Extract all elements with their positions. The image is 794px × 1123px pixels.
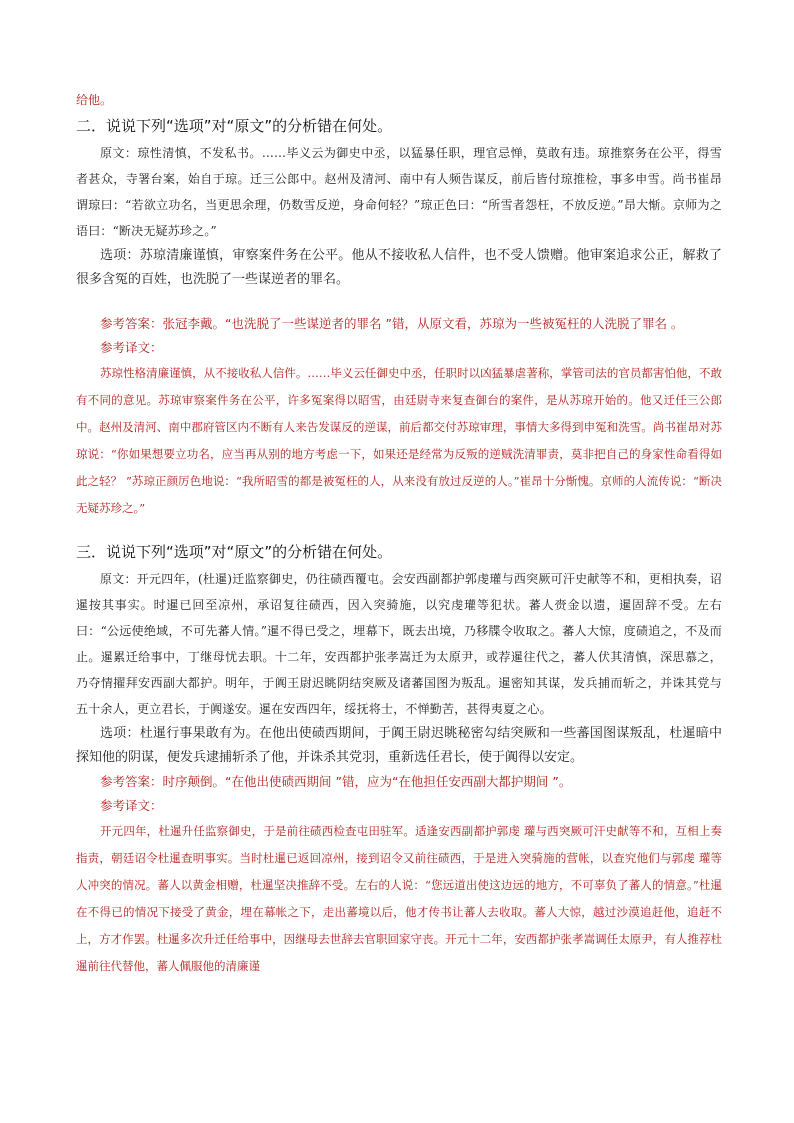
question-3-option: 选项：杜暹行事果敢有为。在他出使碛西期间，于阗王尉迟眺秘密勾结突厥和一些蕃国图谋叛乱，杜暹暗中探知他的阴谋，便发兵逮捕斩杀了他，并诛杀其党羽，重新选任君长，使于阗得以安定。 bbox=[76, 726, 722, 765]
question-3-translation: 开元四年，杜暹升任监察御史，于是前往碛西检查屯田驻军。适逢安西副都护郭虔 瓘与西突厥可汗史献等不和，互相上奏指责，朝廷诏令杜暹查明事实。当时杜暹已返回凉州，接到诏令又前往碛西，于是进入突骑施的营帐，以查究他们与郭虔 瓘等人冲突的情况。蕃人以黄金相赠，杜暹坚决推辞不受。左右的人说：“您远道出使这边远的地方，不可辜负了蕃人的情意。”杜暹在不得已的情况下接受了黄金，埋在幕帐之下，走出蕃境以后，他才传书让蕃人去收取。蕃人大惊，越过沙漠追赶他，追赶不上，方才作罢。杜暹多次升迁任给事中，因继母去世辞去官职回家守丧。开元十二年，安西都护张孝嵩调任太原尹，有人推荐杜暹前往代替他，蕃人佩服他的清廉谨 bbox=[76, 824, 722, 973]
answer-text: 时序颠倒。“在他出使碛西期间 ”错，应为“在他担任安西副大都护期间 ”。 bbox=[162, 774, 572, 789]
question-3 bbox=[76, 540, 722, 980]
continued-text: 给他。 bbox=[76, 93, 113, 107]
document-page bbox=[76, 90, 722, 980]
question-2-option: 选项：苏琼清廉谨慎，审察案件务在公平。他从不接收私人信件，也不受人馈赠。他审案追求公正，解救了很多含冤的百姓，也洗脱了一些谋逆者的罪名。 bbox=[76, 248, 722, 287]
question-3-translation-label: 参考译文： bbox=[100, 798, 163, 813]
question-2 bbox=[76, 114, 722, 522]
question-2-translation: 苏琼性格清廉谨慎，从不接收私人信件。……毕义云任御史中丞，任职时以凶猛暴虐著称，掌管司法的官员都害怕他，不敢有不同的意见。苏琼审察案件务在公平，许多冤案得以昭雪，由廷尉寺来复查御台的案件，是从苏琼开始的。他又迁任三公郎中。赵州及清河、南中郡府管区内不断有人来告发谋反的逆谋，前后都交付苏琼审理，事情大多得到申冤和洗雪。尚书崔昂对苏琼说：“你如果想要立功名，应当再从别的地方考虑一下，如果还是经常为反叛的逆贼洗清罪责，莫非把自己的身家性命看得如此之轻？ ”苏琼正颜厉色地说：“我所昭雪的都是被冤枉的人，从来没有放过反逆的人。”崔昂十分惭愧。京师的人流传说：“断决无疑苏珍之。” bbox=[76, 366, 722, 515]
question-3-answer bbox=[76, 770, 722, 794]
question-2-original: 原文：琼性清慎，不发私书。……毕义云为御史中丞，以猛暴任职，理官忌惮，莫敢有违。琼推察务在公平，得雪者甚众，寺署台案，始自于琼。迁三公郎中。赵州及清河、南中有人频告谋反，前后皆付琼推检，事多申雪。尚书崔昂谓琼曰：“若欲立功名，当更思余理，仍数雪反逆，身命何轻？”琼正色曰：“所雪者怨枉，不放反逆。”昂大惭。京师为之语曰：“断决无疑苏珍之。” bbox=[76, 146, 722, 238]
answer-label: 参考答案： bbox=[100, 316, 163, 331]
question-2-translation-label: 参考译文： bbox=[100, 340, 163, 355]
question-2-title: 二．说说下列“选项”对“原文”的分析错在何处。 bbox=[76, 117, 393, 135]
question-3-title: 三．说说下列“选项”对“原文”的分析错在何处。 bbox=[76, 543, 393, 561]
answer-text: 张冠李戴。“也洗脱了一些谋逆者的罪名 ”错，从原文看，苏琼为一些被冤枉的人洗脱了罪名 。 bbox=[162, 316, 684, 331]
answer-label: 参考答案： bbox=[100, 774, 163, 789]
question-2-answer bbox=[76, 312, 722, 336]
question-3-original: 原文：开元四年，(杜暹)迁监察御史，仍往碛西覆屯。会安西副都护郭虔瓘与西突厥可汗史献等不和，更相执奏，诏暹按其事实。时暹已回至凉州，承诏复往碛西，因入突骑施，以究虔瓘等犯状。蕃人赍金以遗，暹固辞不受。左右曰：“公远使绝域，不可先蕃人情。”暹不得已受之，埋幕下，既去出境，乃移牒令收取之。蕃人大惊，度碛追之，不及而止。暹累迁给事中，丁继母忧去职。十二年，安西都护张孝嵩迁为太原尹，或荐暹往代之，蕃人伏其清慎，深思慕之，乃夺情擢拜安西副大都护。明年，于阗王尉迟眺阴结突厥及诸蕃国图为叛乱。暹密知其谋，发兵捕而斩之，并诛其党与五十余人，更立君长，于阗遂安。暹在安西四年，绥抚将士，不惮勤苦，甚得夷夏之心。 bbox=[76, 572, 722, 716]
